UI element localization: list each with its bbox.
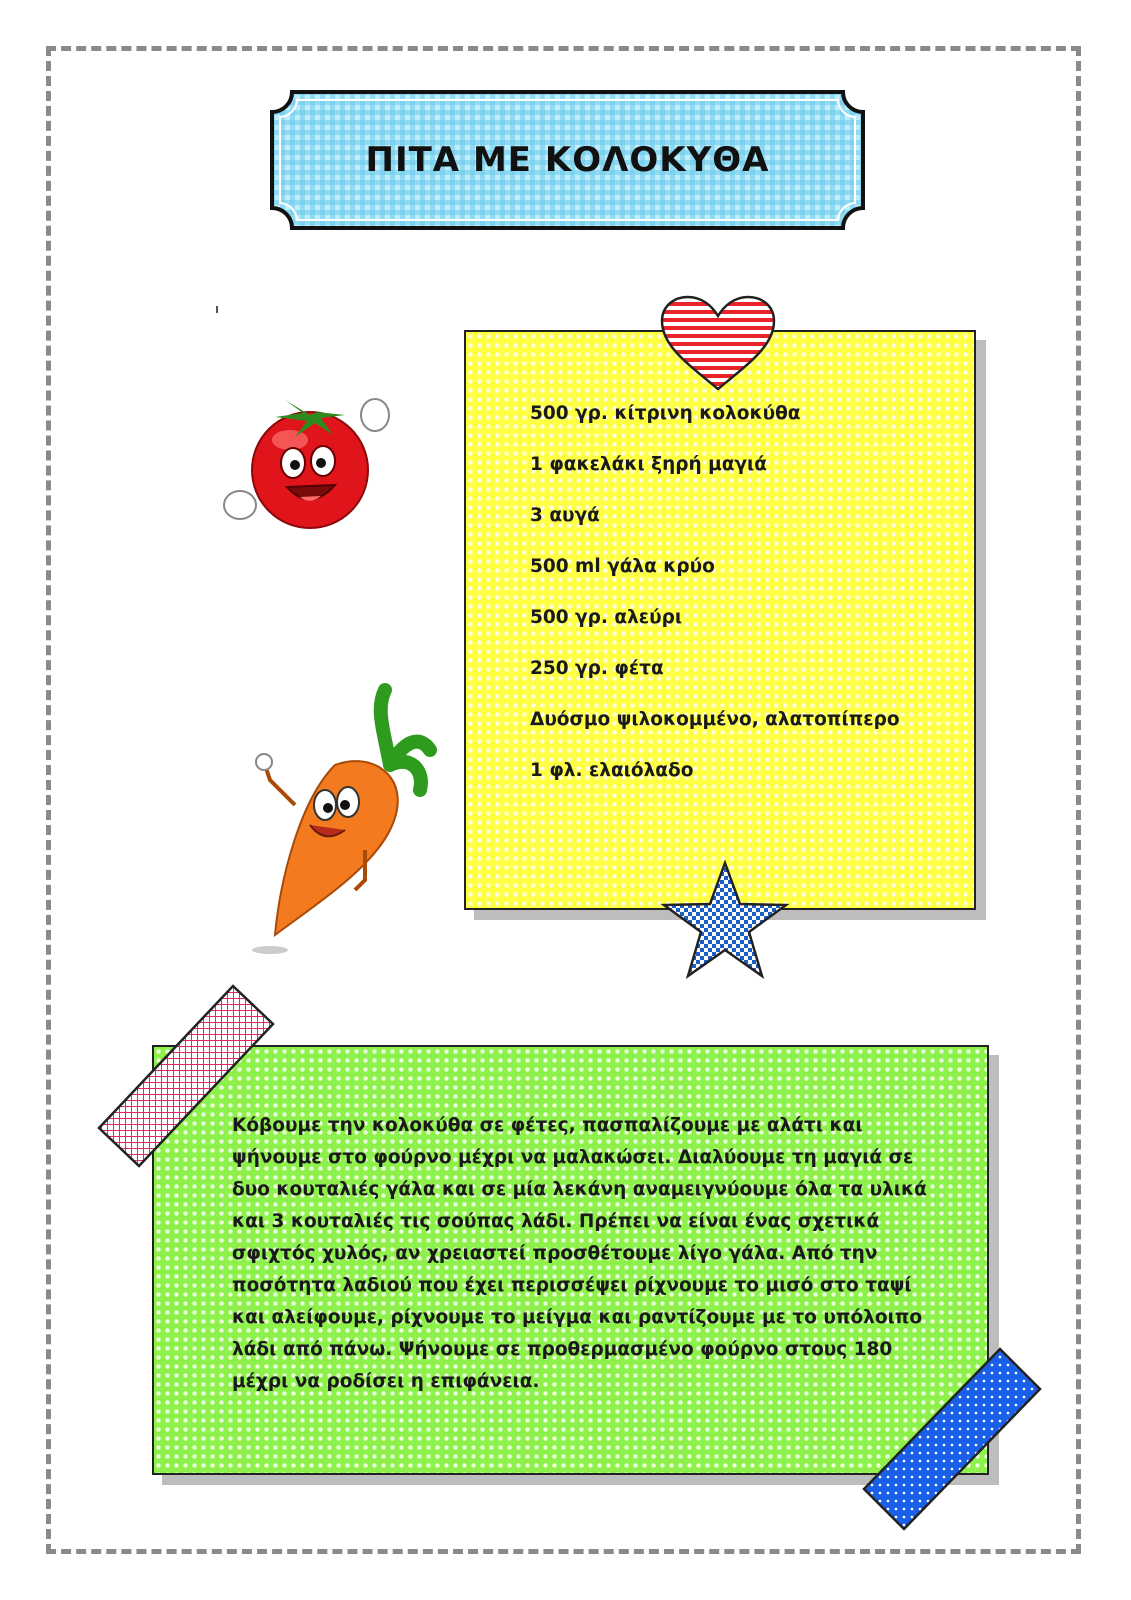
ingredient-item: Δυόσμο ψιλοκομμένο, αλατοπίπερο bbox=[530, 709, 900, 730]
tape-pink-icon bbox=[95, 980, 280, 1175]
star-icon bbox=[660, 860, 790, 980]
page-title: ΠΙΤΑ ΜΕ ΚΟΛΟΚΥΘΑ bbox=[365, 140, 770, 180]
ingredient-item: 500 ml γάλα κρύο bbox=[530, 556, 715, 577]
method-text: Κόβουμε την κολοκύθα σε φέτες, πασπαλίζουμε με αλάτι και ψήνουμε στο φούρνο μέχρι να μαλακώσει. Διαλύουμε τη μαγιά σε δυο κουταλιές γάλα και σε μία λεκάνη αναμειγνύουμε όλα τα υλικά και 3 κουταλιές τις σούπας λάδι. Πρέπει να είναι ένας σχετικά σφιχτός χυλός, αν χρειαστεί προσθέτουμε λίγο γάλα. Από την ποσότητα λαδιού που έχει περισσέψει ρίχνουμε το μισό στο ταψί και αλείφουμε, ρίχνουμε το μείγμα και ραντίζουμε με το υπόλοιπο λάδι από πάνω. Ψήνουμε σε προθερμασμένο φούρνο στους 180 μέχρι να ροδίσει η επιφάνεια. bbox=[232, 1115, 927, 1392]
ingredient-item: 3 αυγά bbox=[530, 505, 600, 526]
tomato-character-icon bbox=[215, 385, 415, 545]
heart-icon bbox=[658, 294, 778, 394]
carrot-character-icon bbox=[240, 680, 440, 960]
title-plaque bbox=[270, 90, 865, 230]
ingredient-item: 500 γρ. κίτρινη κολοκύθα bbox=[530, 403, 801, 424]
ingredients-list bbox=[530, 402, 900, 810]
ingredient-item: 1 φλ. ελαιόλαδο bbox=[530, 760, 694, 781]
ingredient-item: 1 φακελάκι ξηρή μαγιά bbox=[530, 454, 767, 475]
tape-blue-icon bbox=[860, 1345, 1045, 1535]
ingredient-item: 500 γρ. αλεύρι bbox=[530, 607, 683, 628]
stray-mark bbox=[216, 306, 218, 313]
ingredients-card bbox=[464, 330, 976, 910]
ingredient-item: 250 γρ. φέτα bbox=[530, 658, 664, 679]
